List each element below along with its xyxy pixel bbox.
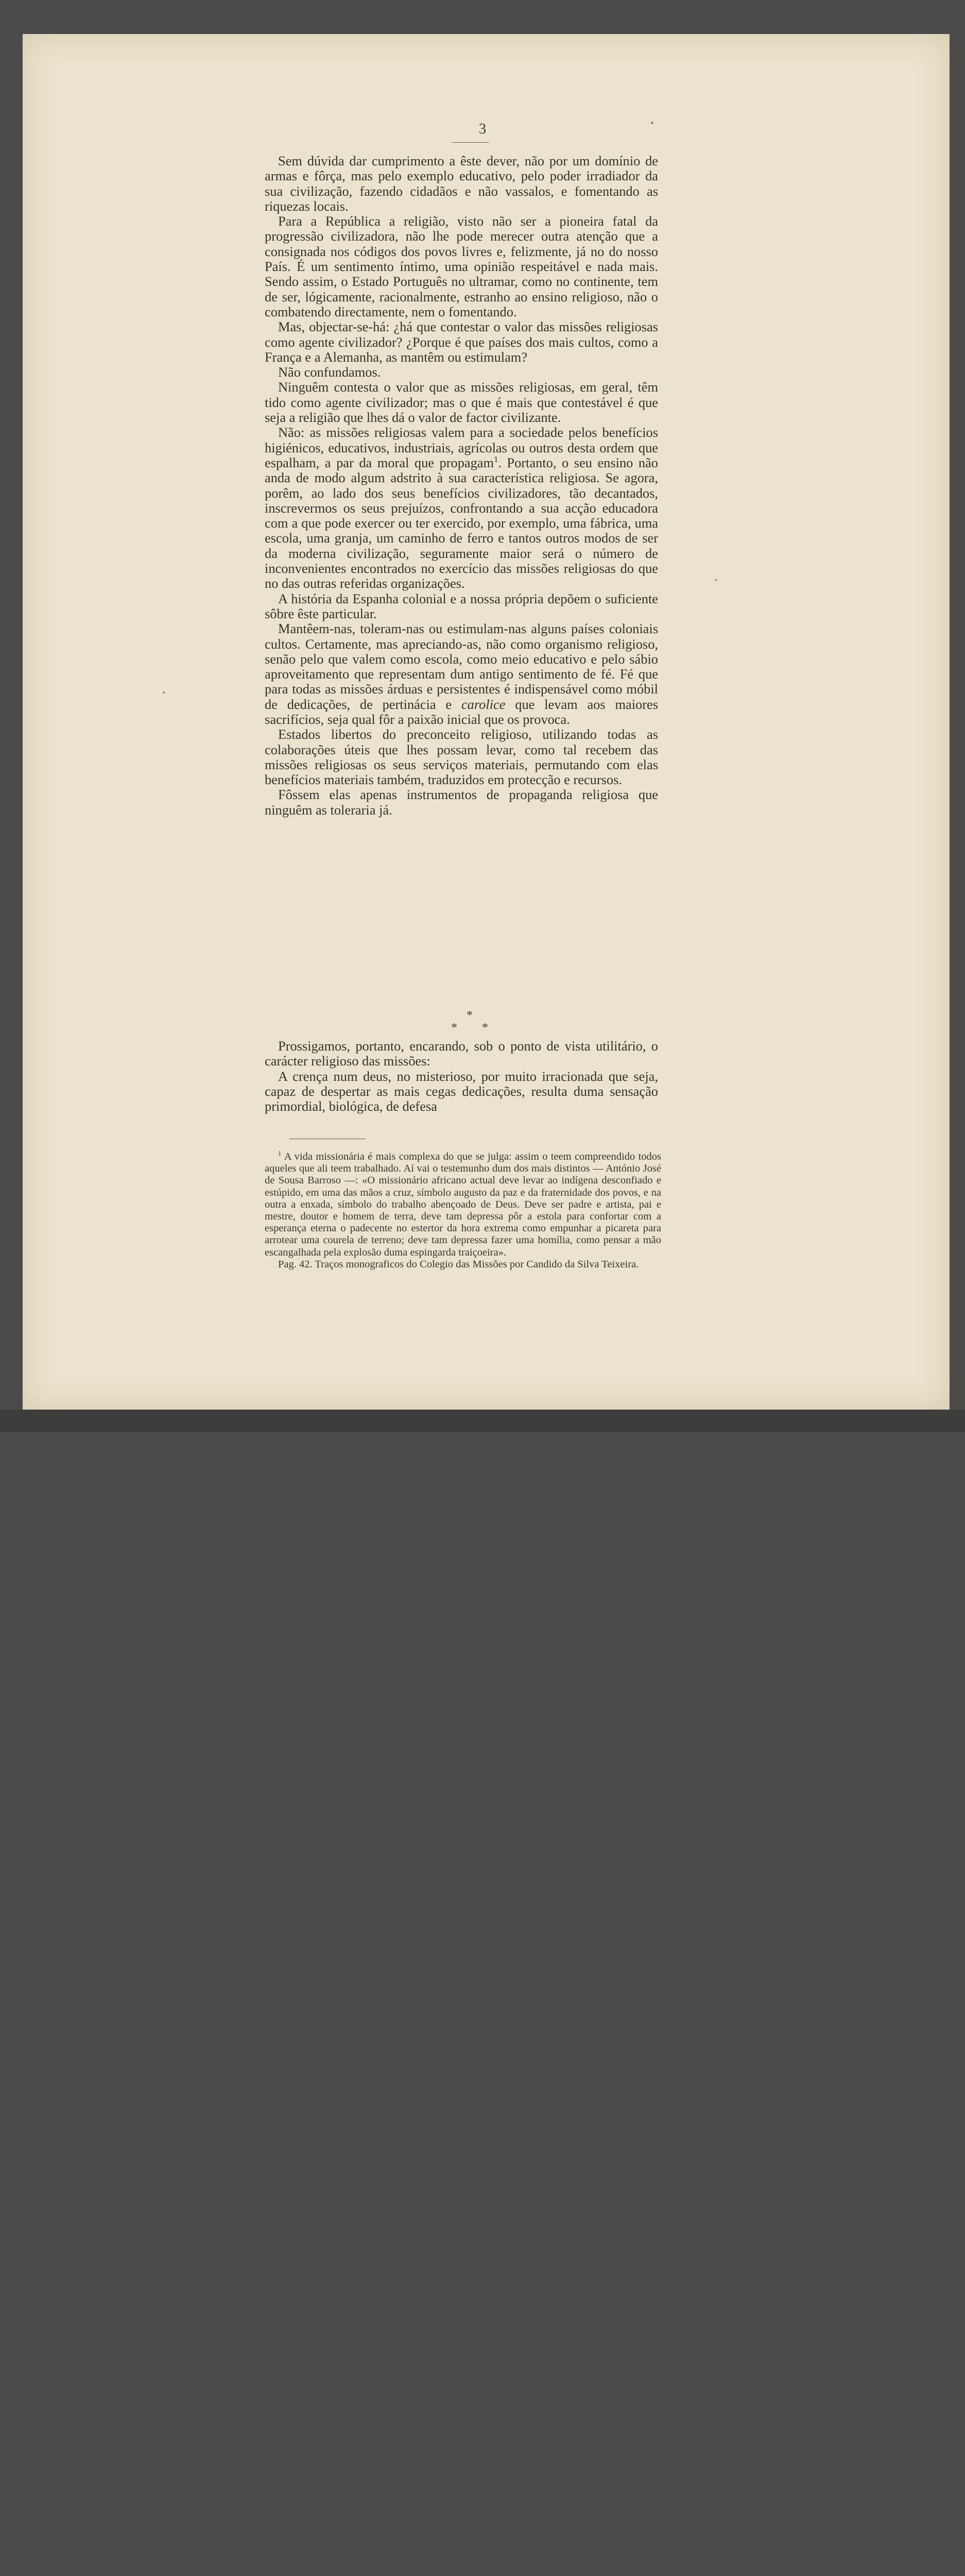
paragraph-text: Não: as missões religiosas valem para a sociedade pelos benefícios higiénicos, educativos, industriais, agrícolas ou outros desta ordem que espalham, a par da moral que propagam — [265, 425, 658, 470]
paragraph: Mas, objectar-se-há: ¿há que contestar o valor das missões religiosas como agente civilizador? ¿Porque é que países dos mais cultos, como a França e a Alemanha, as mantêm ou estimulam? — [265, 319, 658, 365]
paragraph: Para a República a religião, visto não ser a pioneira fatal da progressão civilizadora, não lhe pode merecer outra atenção que a consignada nos códigos dos povos livres e, felizmente, já no do nosso País. É um sentimento íntimo, uma opinião respeitável e nada mais. Sendo assim, o Estado Português no ultramar, como no continente, tem de ser, lógicamente, racionalmente, estranho ao ensino religioso, não o combatendo directamente, nem o fomentando. — [265, 213, 658, 319]
page-number-rule — [452, 142, 489, 143]
page-number: 3 — [478, 121, 487, 137]
footnote-text: A vida missionária é mais complexa do que se julga: assim o teem compreendido todos aqueles que ali teem trabalhado. Aí vai o testemunho dum dos mais distintos — António José de Sousa Barroso —: «O missionário africano actual deve levar ao indígena desconfiado e estúpido, em uma das mãos a cruz, símbolo augusto da paz e da fraternidade dos povos, e na outra a enxada, símbolo do trabalho abençoado de Deus. Deve ser padre e artista, pai e mestre, doutor e homem de terra, deve tam depressa pôr a estola para confortar com a esperança eterna o padecente no estertor da hora extrema como empunhar a picareta para arrotear uma courela de terreno; deve tam depressa fazer uma homília, como pensar a mão escangalhada pela explosão duma espingarda traiçoeira». — [265, 1151, 661, 1258]
asterism-star: * — [482, 1021, 488, 1035]
paragraph: Sem dúvida dar cumprimento a êste dever, não por um domínio de armas e fôrça, mas pelo exemplo educativo, pelo poder irradiador da sua civilização, fazendo cidadãos e não vassalos, e fomentando as riquezas locais. — [265, 153, 658, 214]
paragraph: Não confundamos. — [278, 364, 381, 380]
asterism-star: * — [451, 1021, 457, 1035]
italic-word: carolice — [461, 696, 506, 712]
ink-speck — [163, 691, 165, 693]
paragraph-text: que levam aos maiores sacrifícios, seja qual fôr a paixão inicial que os provoca. — [265, 696, 658, 727]
footnote-mark: 1 — [278, 1150, 282, 1158]
footnote — [265, 1151, 661, 1259]
footnote-source: Pag. 42. Traços monograficos do Colegio das Missões por Candido da Silva Teixeira. — [278, 1258, 639, 1270]
asterism-star: * — [467, 1009, 473, 1022]
paragraph-text: . Portanto, o seu ensino não anda de modo algum adstrito à sua característica religiosa. Se agora, porêm, ao lado dos seus benefícios civilizadores, tão decantados, inscrevermos os seus prejuízos, confrontando a sua acção educadora com a que pode exercer ou ter exercido, por exemplo, uma fábrica, uma escola, uma granja, um caminho de ferro e tantos outros modos de ser da moderna civilização, seguramente maior será o número de inconvenientes encontrados no exercício das missões religiosas do que no das outras referidas organizações. — [265, 454, 658, 591]
paragraph-text: Mantêem-nas, toleram-nas ou estimulam-nas alguns países coloniais cultos. Certamente, mas apreciando-as, não como organismo religioso, senão pelo que valem como escola, como meio educativo e pelo sábio aproveitamento que representam dum antigo sentimento de fé. Fé que para todas as missões árduas e persistentes é indispensável como móbil de dedicações, de pertinácia e — [265, 621, 658, 712]
paragraph-with-footnote — [265, 425, 658, 591]
scan-bottom-strip — [0, 1410, 965, 1432]
body-text-continued — [265, 1039, 658, 1114]
paragraph: Prossigamos, portanto, encarando, sob o ponto de vista utilitário, o carácter religioso das missões: — [265, 1038, 658, 1069]
paragraph: A história da Espanha colonial e a nossa própria depõem o suficiente sôbre êste particular. — [265, 590, 658, 621]
ink-speck — [715, 579, 717, 581]
paragraph: A crença num deus, no misterioso, por muito irracionada que seja, capaz de despertar as mais cegas dedicações, resulta duma sensação primordial, biológica, de defesa — [265, 1068, 658, 1114]
footnote-reference: 1 — [494, 454, 498, 465]
paragraph — [265, 621, 658, 727]
paragraph: Estados libertos do preconceito religioso, utilizando todas as colaborações úteis que lhes possam levar, como tal recebem das missões religiosas os seus serviços materiais, permutando com elas benefícios materiais também, traduzidos em protecção e recursos. — [265, 726, 658, 788]
section-asterism — [433, 1009, 510, 1040]
paragraph: Fôssem elas apenas instrumentos de propaganda religiosa que ninguêm as toleraria já. — [265, 787, 658, 818]
paragraph: Ninguêm contesta o valor que as missões religiosas, em geral, têm tido como agente civilizador; mas o que é mais que contestável é que seja a religião que lhes dá o valor de factor civilizante. — [265, 379, 658, 426]
body-text — [265, 154, 658, 818]
footnotes — [265, 1151, 661, 1270]
